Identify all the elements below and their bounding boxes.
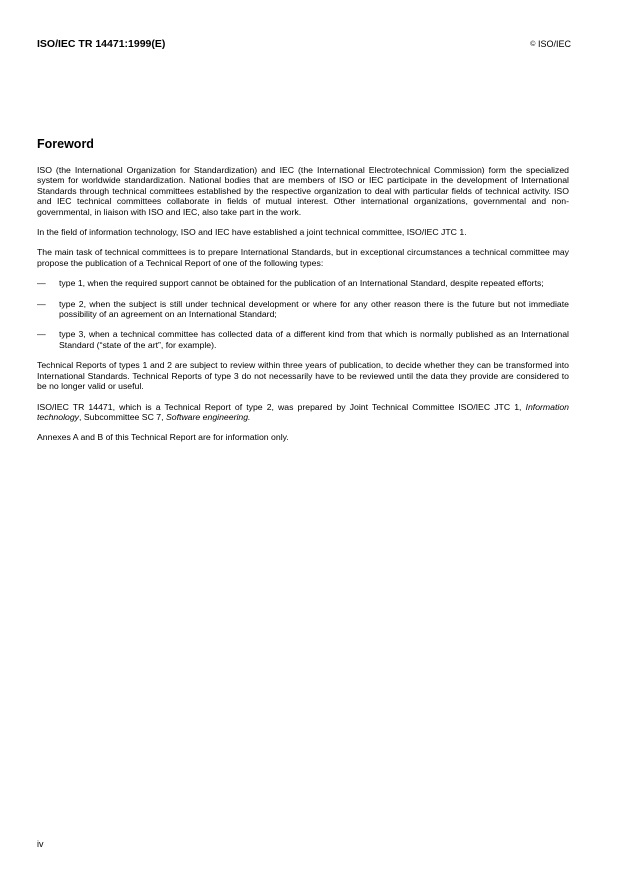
copyright-owner: ISO/IEC	[537, 39, 571, 49]
preparation-text-1: ISO/IEC TR 14471, which is a Technical Report of type 2, was prepared by Joint Technical Committee ISO/IEC JTC 1,	[37, 401, 526, 412]
dash-bullet: —	[37, 278, 46, 289]
paragraph-review: Technical Reports of types 1 and 2 are subject to review within three years of publication, to decide whether they can be transformed into International Standards. Technical Reports of type 3 do not necessarily have to be reviewed until the data they provide are considered to be no longer valid or useful.	[37, 360, 569, 392]
dash-bullet: —	[37, 329, 46, 340]
paragraph-preparation	[37, 402, 569, 423]
list-item-text: type 1, when the required support cannot be obtained for the publication of an International Standard, despite repeated efforts;	[59, 278, 544, 289]
foreword-section	[37, 137, 569, 453]
paragraph-main-task: The main task of technical committees is to prepare International Standards, but in exceptional circumstances a technical committee may propose the publication of a Technical Report of one of the following types:	[37, 247, 569, 268]
list-item-text: type 2, when the subject is still under technical development or where for any other reason there is the future but not immediate possibility of an agreement on an International Standard;	[59, 298, 569, 320]
preparation-text-2: , Subcommittee SC 7,	[79, 411, 166, 422]
list-item-type-1	[37, 278, 569, 288]
copyright-notice	[530, 39, 571, 49]
list-item-type-2	[37, 299, 569, 320]
paragraph-annexes: Annexes A and B of this Technical Report are for information only.	[37, 432, 289, 443]
page-number: iv	[37, 839, 44, 849]
copyright-symbol: ©	[530, 41, 536, 48]
paragraph-organizations: ISO (the International Organization for Standardization) and IEC (the International Electrotechnical Commission) form the specialized system for worldwide standardization. National bodies that are members of ISO or IEC participate in the development of International Standards through technical committees established by the respective organization to deal with particular fields of technical activity. ISO and IEC technical committees collaborate in fields of mutual interest. Other international organizations, governmental and non-governmental, in liaison with ISO and IEC, also take part in the work.	[37, 165, 569, 217]
list-item-text: type 3, when a technical committee has collected data of a different kind from that which is normally published as an International Standard (“state of the art”, for example).	[59, 329, 569, 350]
paragraph-jtc1: In the field of information technology, ISO and IEC have established a joint technical committee, ISO/IEC JTC 1.	[37, 227, 467, 238]
list-item-type-3	[37, 329, 569, 350]
committee-name: Information technology	[37, 401, 569, 422]
dash-bullet: —	[37, 298, 46, 309]
document-identifier: ISO/IEC TR 14471:1999(E)	[37, 38, 166, 50]
subcommittee-name: Software engineering.	[165, 411, 251, 422]
section-title: Foreword	[37, 137, 94, 151]
